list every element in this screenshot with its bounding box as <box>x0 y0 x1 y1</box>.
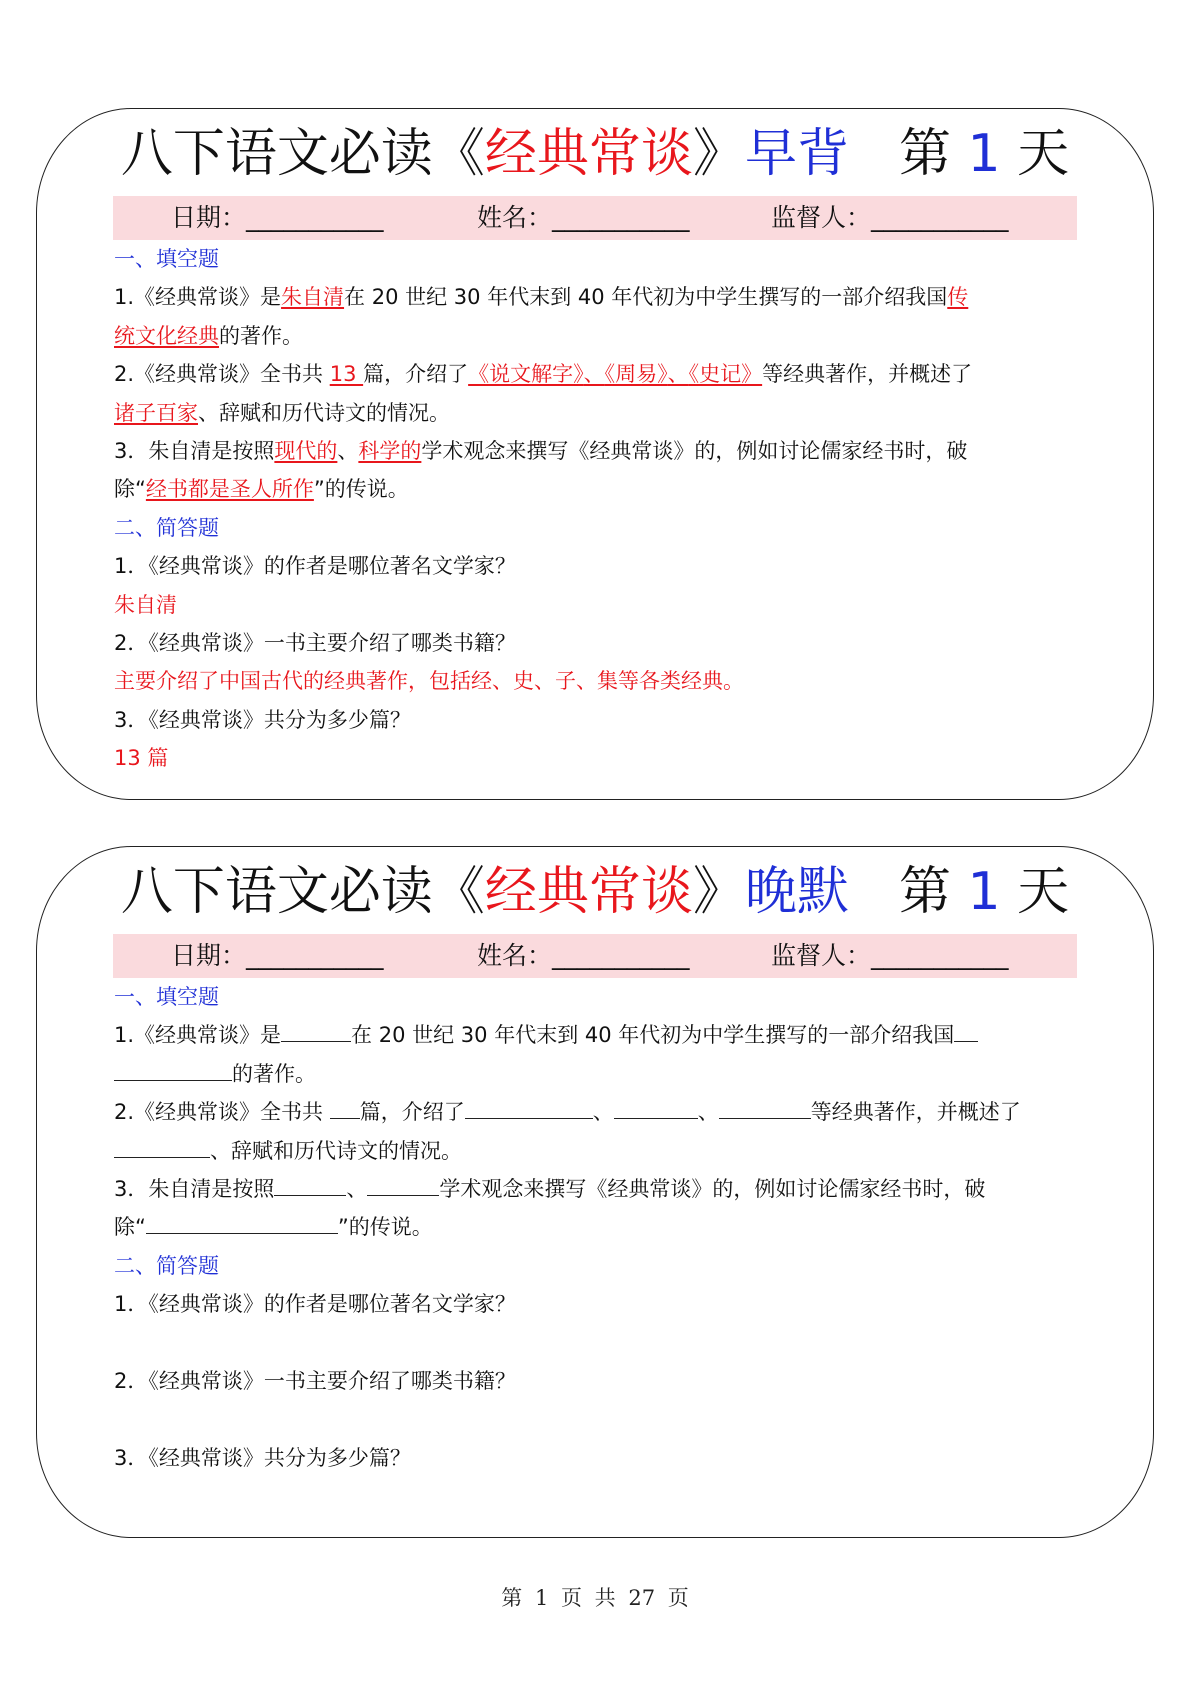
card-title: 八下语文必读《经典常谈》早背 第 1 天 <box>120 124 1070 184</box>
question-1: 1.《经典常谈》是朱自清在 20 世纪 30 年代末到 40 年代初为中学生撰写的一部介绍我国传 统文化经典的著作。 <box>114 285 969 348</box>
supervisor-field: 监督人：___________ <box>771 941 1009 970</box>
question-1: 1.《经典常谈》是 在 20 世纪 30 年代末到 40 年代初为中学生撰写的一部介绍我国 的著作。 <box>114 1016 1080 1093</box>
short-question-1: 1．《经典常谈》的作者是哪位著名文学家？ <box>114 554 516 579</box>
short-question-3: 3．《经典常谈》共分为多少篇？ <box>114 1445 411 1470</box>
question-3: 3．朱自清是按照 、 学术观念来撰写《经典常谈》的，例如讨论儒家经书时，破 除“ ”的传说。 <box>114 1170 1080 1247</box>
short-question-2: 2．《经典常谈》一书主要介绍了哪类书籍？ <box>114 1369 516 1394</box>
short-answer-2: 主要介绍了中国古代的经典著作，包括经、史、子、集等各类经典。 <box>114 669 744 694</box>
card-content <box>114 240 1080 778</box>
evening-dictation-card <box>36 846 1154 1538</box>
card-title: 八下语文必读《经典常谈》晚默 第 1 天 <box>120 862 1070 922</box>
blank-concept-1[interactable] <box>274 1173 346 1196</box>
answer-count: 13 <box>329 362 364 387</box>
blank-legend[interactable] <box>146 1211 338 1234</box>
section-heading-short-answer: 二、简答题 <box>114 515 219 540</box>
blank-book-2[interactable] <box>614 1096 698 1119</box>
short-answer-3: 13 篇 <box>114 746 169 771</box>
blank-heritage[interactable] <box>954 1019 978 1042</box>
supervisor-field: 监督人：___________ <box>771 203 1009 232</box>
name-field: 姓名：___________ <box>477 941 690 970</box>
answer-space-1[interactable] <box>114 1324 1080 1362</box>
blank-count[interactable] <box>330 1096 360 1119</box>
blank-author[interactable] <box>281 1019 351 1042</box>
name-field: 姓名：___________ <box>477 203 690 232</box>
date-field: 日期：___________ <box>171 941 384 970</box>
answer-author: 朱自清 <box>281 285 345 310</box>
blank-book-1[interactable] <box>465 1096 593 1119</box>
date-field: 日期：___________ <box>171 203 384 232</box>
blank-concept-2[interactable] <box>367 1173 439 1196</box>
section-heading-fill-blank: 一、填空题 <box>114 985 219 1009</box>
question-2: 2.《经典常谈》全书共 13 篇，介绍了《说文解字》、《周易》、《史记》等经典著作，并概述了 诸子百家、辞赋和历代诗文的情况。 <box>114 362 973 425</box>
question-2: 2.《经典常谈》全书共 篇，介绍了 、 、 等经典著作，并概述了 、辞赋和历代诗文的情况。 <box>114 1093 1080 1170</box>
page-footer: 第 1 页 共 27 页 <box>501 1586 689 1610</box>
short-question-1: 1．《经典常谈》的作者是哪位著名文学家？ <box>114 1292 516 1317</box>
short-question-3: 3．《经典常谈》共分为多少篇？ <box>114 707 411 732</box>
card-content <box>114 978 1080 1477</box>
morning-recitation-card <box>36 108 1154 800</box>
section-heading-short-answer: 二、简答题 <box>114 1253 219 1278</box>
blank-book-3[interactable] <box>719 1096 811 1119</box>
question-3: 3．朱自清是按照现代的、科学的学术观念来撰写《经典常谈》的，例如讨论儒家经书时，破 除“经书都是圣人所作”的传说。 <box>114 439 968 502</box>
info-bar <box>113 934 1077 978</box>
section-heading-fill-blank: 一、填空题 <box>114 247 219 271</box>
answer-classics: 统文化经典 <box>114 323 219 348</box>
short-question-2: 2．《经典常谈》一书主要介绍了哪类书籍？ <box>114 631 516 656</box>
answer-space-2[interactable] <box>114 1400 1080 1438</box>
info-bar <box>113 196 1077 240</box>
short-answer-1: 朱自清 <box>114 592 177 617</box>
blank-heritage-cont[interactable] <box>114 1058 232 1081</box>
blank-schools[interactable] <box>114 1135 210 1158</box>
